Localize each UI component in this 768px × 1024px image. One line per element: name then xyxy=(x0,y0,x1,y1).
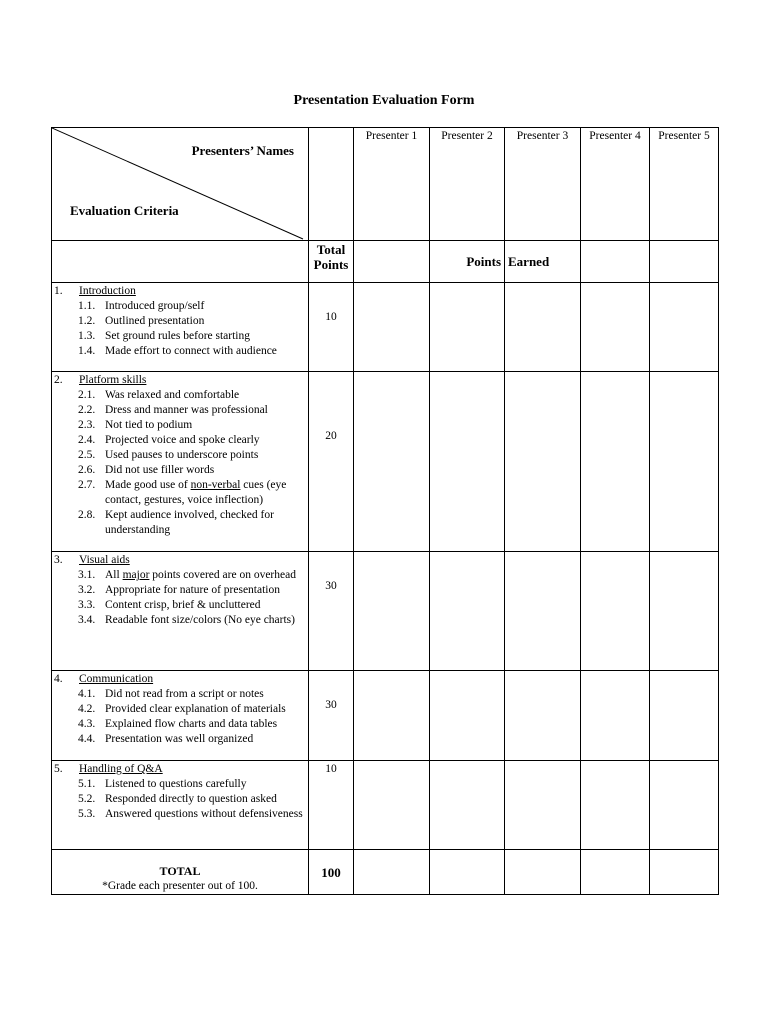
section-name: Platform skills xyxy=(79,374,147,386)
item-number: 3.3. xyxy=(78,599,96,611)
item-text: Provided clear explanation of materials xyxy=(105,703,286,715)
item-number: 1.4. xyxy=(78,345,96,357)
score-cell[interactable] xyxy=(430,283,505,372)
item-number: 5.2. xyxy=(78,793,96,805)
score-cell[interactable] xyxy=(505,671,581,761)
score-cell[interactable] xyxy=(650,850,719,895)
total-points-line1: Total xyxy=(316,242,346,257)
total-points: 100 xyxy=(309,850,354,895)
score-cell[interactable] xyxy=(650,372,719,552)
score-cell[interactable] xyxy=(354,552,430,671)
item-text: Not tied to podium xyxy=(105,419,193,431)
score-cell[interactable] xyxy=(505,850,581,895)
criteria-cell xyxy=(52,552,309,671)
item-number: 3.1. xyxy=(78,569,96,581)
criteria-cell xyxy=(52,283,309,372)
score-cell[interactable] xyxy=(354,372,430,552)
score-cell[interactable] xyxy=(650,241,719,283)
item-number: 4.2. xyxy=(78,703,96,715)
item-text: Presentation was well organized xyxy=(105,733,254,745)
evaluation-table xyxy=(51,127,719,895)
evaluation-criteria-label: Evaluation Criteria xyxy=(70,203,179,218)
score-cell[interactable] xyxy=(430,671,505,761)
score-cell[interactable] xyxy=(430,372,505,552)
points-label-cell xyxy=(430,241,505,283)
item-text: Dress and manner was professional xyxy=(105,404,268,416)
earned-label: Earned xyxy=(508,254,550,269)
presenter-3-header: Presenter 3 xyxy=(505,128,581,241)
criteria-cell xyxy=(52,372,309,552)
section-number: 2. xyxy=(54,374,63,386)
total-points-header xyxy=(309,241,354,283)
item-number: 2.3. xyxy=(78,419,96,431)
section-number: 3. xyxy=(54,554,63,566)
score-cell[interactable] xyxy=(650,283,719,372)
section-number: 4. xyxy=(54,673,63,685)
score-cell[interactable] xyxy=(581,552,650,671)
item-number: 2.8. xyxy=(78,509,96,521)
item-number: 3.2. xyxy=(78,584,96,596)
score-cell[interactable] xyxy=(354,283,430,372)
item-number: 2.6. xyxy=(78,464,96,476)
score-cell[interactable] xyxy=(581,241,650,283)
score-cell[interactable] xyxy=(581,283,650,372)
item-number: 5.1. xyxy=(78,778,96,790)
subheader-blank xyxy=(52,241,309,283)
item-text: Explained flow charts and data tables xyxy=(105,718,278,730)
item-text-underlined: non-verbal xyxy=(190,479,241,491)
item-text: Outlined presentation xyxy=(105,315,205,327)
score-cell[interactable] xyxy=(354,761,430,850)
item-number: 4.4. xyxy=(78,733,96,745)
item-text: Kept audience involved, checked for understanding xyxy=(105,509,274,536)
item-text: Used pauses to underscore points xyxy=(105,449,259,461)
item-text-part: Made good use of xyxy=(105,479,191,491)
item-text: Made effort to connect with audience xyxy=(105,345,277,357)
item-number: 4.1. xyxy=(78,688,96,700)
score-cell[interactable] xyxy=(354,241,430,283)
item-text xyxy=(105,478,306,508)
score-cell[interactable] xyxy=(581,671,650,761)
header-row xyxy=(52,128,719,241)
item-number: 2.1. xyxy=(78,389,96,401)
item-text: Projected voice and spoke clearly xyxy=(105,434,260,446)
total-cell xyxy=(52,850,309,895)
grading-note: *Grade each presenter out of 100. xyxy=(102,880,258,892)
item-number: 2.5. xyxy=(78,449,96,461)
presenters-names-label: Presenters’ Names xyxy=(191,143,294,158)
item-text: Responded directly to question asked xyxy=(105,793,277,805)
presenter-5-header: Presenter 5 xyxy=(650,128,719,241)
item-text: Answered questions without defensiveness xyxy=(105,808,303,820)
item-number: 4.3. xyxy=(78,718,96,730)
section-points: 30 xyxy=(309,552,354,671)
item-number: 1.1. xyxy=(78,300,96,312)
item-text: Did not read from a script or notes xyxy=(105,688,264,700)
section-number: 1. xyxy=(54,285,63,297)
criteria-row xyxy=(52,671,719,761)
score-cell[interactable] xyxy=(650,671,719,761)
subheader-row xyxy=(52,241,719,283)
score-cell[interactable] xyxy=(581,372,650,552)
score-cell[interactable] xyxy=(505,283,581,372)
item-text-underlined: major xyxy=(122,569,150,581)
section-name: Introduction xyxy=(79,285,136,297)
item-text: Introduced group/self xyxy=(105,300,205,312)
item-number: 2.7. xyxy=(78,479,96,491)
score-cell[interactable] xyxy=(650,761,719,850)
item-text xyxy=(105,568,306,583)
header-diagonal-cell xyxy=(52,128,309,241)
criteria-cell xyxy=(52,761,309,850)
section-points: 10 xyxy=(309,761,354,850)
item-number: 5.3. xyxy=(78,808,96,820)
form-title: Presentation Evaluation Form xyxy=(293,93,475,108)
item-number: 1.3. xyxy=(78,330,96,342)
score-cell[interactable] xyxy=(505,761,581,850)
points-label: Points xyxy=(466,254,501,269)
criteria-row xyxy=(52,761,719,850)
total-label: TOTAL xyxy=(159,864,201,878)
score-cell[interactable] xyxy=(430,761,505,850)
criteria-row xyxy=(52,283,719,372)
score-cell[interactable] xyxy=(581,761,650,850)
section-points: 10 xyxy=(309,283,354,372)
section-name: Visual aids xyxy=(79,554,130,566)
header-blank-cell xyxy=(309,128,354,241)
score-cell[interactable] xyxy=(430,850,505,895)
item-text-part: points covered are on overhead xyxy=(149,569,296,581)
item-text: Did not use filler words xyxy=(105,464,215,476)
score-cell[interactable] xyxy=(505,372,581,552)
item-text: Was relaxed and comfortable xyxy=(105,389,240,401)
item-number: 3.4. xyxy=(78,614,96,626)
item-text: Set ground rules before starting xyxy=(105,330,250,342)
item-text: Listened to questions carefully xyxy=(105,778,247,790)
item-text: Appropriate for nature of presentation xyxy=(105,584,280,596)
presenter-1-header: Presenter 1 xyxy=(354,128,430,241)
section-name: Communication xyxy=(79,673,154,685)
score-cell[interactable] xyxy=(354,850,430,895)
score-cell[interactable] xyxy=(650,552,719,671)
item-number: 1.2. xyxy=(78,315,96,327)
item-number: 2.4. xyxy=(78,434,96,446)
criteria-row xyxy=(52,552,719,671)
total-points-line2: Points xyxy=(313,257,349,272)
item-number: 2.2. xyxy=(78,404,96,416)
presenter-4-header: Presenter 4 xyxy=(581,128,650,241)
presenter-2-header: Presenter 2 xyxy=(430,128,505,241)
score-cell[interactable] xyxy=(581,850,650,895)
earned-label-cell xyxy=(505,241,581,283)
section-points: 20 xyxy=(309,372,354,552)
total-row xyxy=(52,850,719,895)
item-text: Content crisp, brief & uncluttered xyxy=(105,599,261,611)
item-text-part: All xyxy=(105,569,123,581)
criteria-row xyxy=(52,372,719,552)
item-text: Readable font size/colors (No eye charts) xyxy=(105,614,295,626)
section-name: Handling of Q&A xyxy=(79,763,163,775)
section-number: 5. xyxy=(54,763,63,775)
section-points: 30 xyxy=(309,671,354,761)
item-text-part: cues (eye contact, gestures, voice inflection) xyxy=(105,479,287,506)
score-cell[interactable] xyxy=(505,552,581,671)
score-cell[interactable] xyxy=(430,552,505,671)
score-cell[interactable] xyxy=(354,671,430,761)
criteria-cell xyxy=(52,671,309,761)
